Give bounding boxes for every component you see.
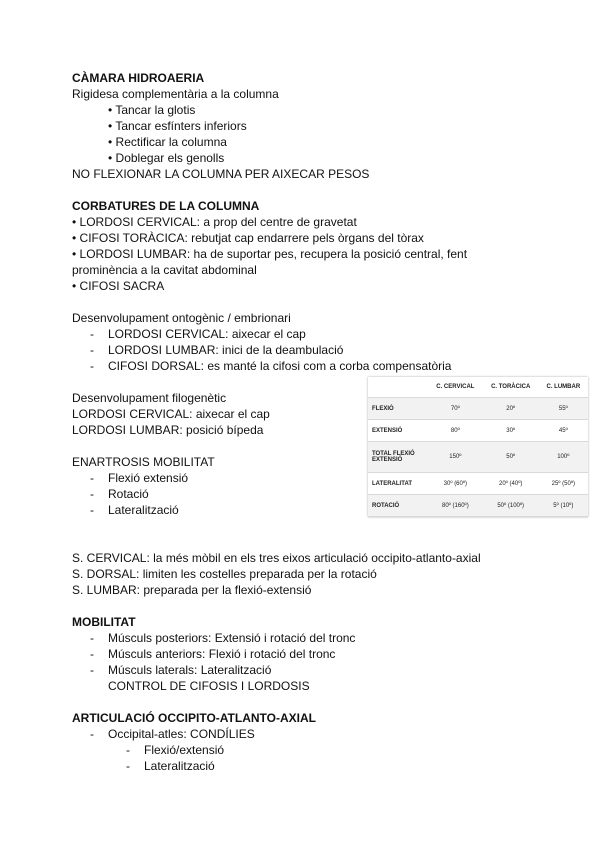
table-cell: 20º xyxy=(483,398,539,420)
articulacio-subitem: - Lateralització xyxy=(126,759,215,773)
camara-note: NO FLEXIONAR LA COLUMNA PER AIXECAR PESOS xyxy=(72,167,370,181)
filogenetic-line: LORDOSI CERVICAL: aixecar el cap xyxy=(72,407,270,421)
camara-bullet: • Tancar la glotis xyxy=(108,103,196,117)
table-row xyxy=(368,420,588,442)
segment-line: S. LUMBAR: preparada per la flexió-extensió xyxy=(72,583,312,597)
table-header-row xyxy=(368,377,588,398)
ontogenic-item: - CIFOSI DORSAL: es manté la cifosi com a corba compensatòria xyxy=(90,359,452,373)
table-cell: 30º (60º) xyxy=(428,473,483,495)
table-row xyxy=(368,442,588,473)
corbatura-item: • CIFOSI TORÀCICA: rebutjat cap endarrere pels òrgans del tòrax xyxy=(72,231,424,245)
heading-corbatures: CORBATURES DE LA COLUMNA xyxy=(72,199,260,213)
mobilitat-item: - Músculs posteriors: Extensió i rotació del tronc xyxy=(90,631,356,645)
enartrosis-item: - Lateralització xyxy=(90,503,179,517)
mobility-table xyxy=(368,377,588,517)
heading-articulacio: ARTICULACIÓ OCCIPITO-ATLANTO-AXIAL xyxy=(72,711,316,725)
table-cell: 50º (100º) xyxy=(483,495,539,517)
table-row-label: ROTACIÓ xyxy=(368,495,428,517)
table-cell: 5º (10º) xyxy=(539,495,588,517)
filogenetic-title: Desenvolupament filogenètic xyxy=(72,391,227,405)
articulacio-subitem: - Flexió/extensió xyxy=(126,743,225,757)
camara-bullet: • Tancar esfínters inferiors xyxy=(108,119,247,133)
camara-intro: Rigidesa complementària a la columna xyxy=(72,87,279,101)
table-row xyxy=(368,495,588,517)
mobilitat-note: CONTROL DE CIFOSIS I LORDOSIS xyxy=(108,679,310,693)
table-row-label: FLEXIÓ xyxy=(368,398,428,420)
mobilitat-item: - Músculs laterals: Lateralització xyxy=(90,663,272,677)
heading-mobilitat: MOBILITAT xyxy=(72,615,136,629)
heading-camara: CÀMARA HIDROAERIA xyxy=(72,71,205,85)
table-cell: 100º xyxy=(539,442,588,473)
table-cell: 45º xyxy=(539,420,588,442)
table-cell: 150º xyxy=(428,442,483,473)
table-cell: 30º xyxy=(483,420,539,442)
filogenetic-line: LORDOSI LUMBAR: posició bípeda xyxy=(72,423,264,437)
enartrosis-title: ENARTROSIS MOBILITAT xyxy=(72,455,215,469)
segment-line: S. DORSAL: limiten les costelles preparada per la rotació xyxy=(72,567,377,581)
ontogenic-item: - LORDOSI CERVICAL: aixecar el cap xyxy=(90,327,306,341)
mobilitat-item: - Músculs anteriors: Flexió i rotació del tronc xyxy=(90,647,336,661)
table-row xyxy=(368,473,588,495)
table-cell: 25º (50º) xyxy=(539,473,588,495)
corbatura-item: • LORDOSI CERVICAL: a prop del centre de gravetat xyxy=(72,215,357,229)
table-row-label: TOTAL FLEXIÓ EXTENSIÓ xyxy=(368,442,428,473)
table-cell: 20º (40º) xyxy=(483,473,539,495)
ontogenic-title: Desenvolupament ontogènic / embrionari xyxy=(72,311,291,325)
table-header: C. TORÀCICA xyxy=(483,377,539,398)
camara-bullet: • Doblegar els genolls xyxy=(108,151,225,165)
table-row-label: EXTENSIÓ xyxy=(368,420,428,442)
table-cell: 80º (160º) xyxy=(428,495,483,517)
table-header: C. LUMBAR xyxy=(539,377,588,398)
camara-bullet: • Rectificar la columna xyxy=(108,135,227,149)
table-row-label: LATERALITAT xyxy=(368,473,428,495)
segment-line: S. CERVICAL: la més mòbil en els tres eixos articulació occipito-atlanto-axial xyxy=(72,551,481,565)
enartrosis-item: - Rotació xyxy=(90,487,149,501)
corbatura-item: • CIFOSI SACRA xyxy=(72,279,165,293)
table-header: C. CERVICAL xyxy=(428,377,483,398)
table-row xyxy=(368,398,588,420)
ontogenic-item: - LORDOSI LUMBAR: inici de la deambulació xyxy=(90,343,344,357)
table-cell: 80º xyxy=(428,420,483,442)
articulacio-item: - Occipital-atles: CONDÍLIES xyxy=(90,727,255,741)
table-cell: 55º xyxy=(539,398,588,420)
table-cell: 50º xyxy=(483,442,539,473)
enartrosis-item: - Flexió extensió xyxy=(90,471,189,485)
table-header xyxy=(368,377,428,398)
corbatura-item: prominència a la cavitat abdominal xyxy=(72,263,257,277)
corbatura-item: • LORDOSI LUMBAR: ha de suportar pes, recupera la posició central, fent xyxy=(72,247,468,261)
table-cell: 70º xyxy=(428,398,483,420)
